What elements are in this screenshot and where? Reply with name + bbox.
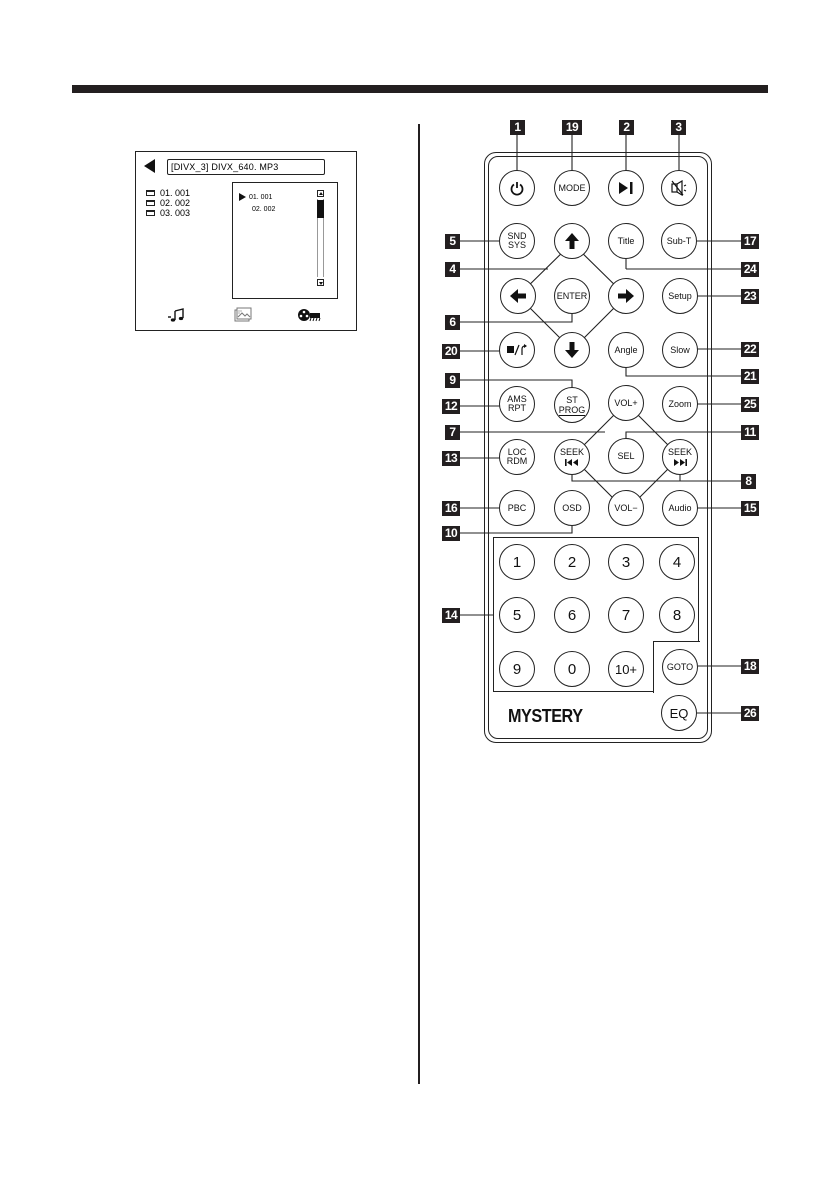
stop-return-button[interactable] — [499, 332, 535, 368]
st-prog-label: ST PROG — [558, 394, 586, 415]
vol-plus-button[interactable]: VOL+ — [608, 385, 644, 421]
callout-label: 6 — [445, 315, 460, 330]
callout-label: 17 — [741, 234, 759, 249]
digit-2-button[interactable]: 2 — [554, 544, 590, 580]
arrow-left-icon — [509, 288, 527, 304]
callout-label: 11 — [741, 425, 759, 440]
digit-1-button[interactable]: 1 — [499, 544, 535, 580]
callout-label: 25 — [741, 397, 759, 412]
callout-label: 22 — [741, 342, 759, 357]
left-button[interactable] — [500, 278, 536, 314]
angle-button[interactable]: Angle — [608, 332, 644, 368]
osd-path: [DIVX_3] DIVX_640. MP3 — [167, 159, 325, 175]
skip-forward-icon — [673, 459, 687, 466]
digit-5-button[interactable]: 5 — [499, 597, 535, 633]
list-item: 01. 001 — [239, 193, 272, 201]
seek-forward-button[interactable] — [662, 439, 698, 475]
callout-label: 24 — [741, 262, 759, 277]
callout-label: 18 — [741, 659, 759, 674]
list-item: 02. 002 — [252, 206, 276, 213]
up-button[interactable] — [554, 223, 590, 259]
digit-6-button[interactable]: 6 — [554, 597, 590, 633]
stop-return-icon — [506, 343, 528, 357]
brand-logo: MYSTERY — [508, 706, 583, 726]
sel-button[interactable]: SEL — [608, 438, 644, 474]
sub-t-button[interactable]: Sub-T — [661, 223, 697, 259]
skip-back-icon — [565, 459, 579, 466]
slow-button[interactable]: Slow — [662, 332, 698, 368]
callout-label: 10 — [442, 526, 460, 541]
osd-button[interactable]: OSD — [554, 490, 590, 526]
st-prog-button[interactable] — [554, 387, 590, 423]
audio-button[interactable]: Audio — [662, 490, 698, 526]
callout-label: 13 — [442, 451, 460, 466]
enter-button[interactable]: ENTER — [554, 278, 590, 314]
seek-back-label: SEEK — [559, 447, 584, 457]
pbc-button[interactable]: PBC — [499, 490, 535, 526]
zoom-button[interactable]: Zoom — [662, 386, 698, 422]
callout-label: 15 — [741, 501, 759, 516]
power-icon — [509, 180, 525, 196]
play-pause-button[interactable] — [608, 170, 644, 206]
digit-10-plus-button[interactable]: 10+ — [608, 651, 644, 687]
setup-button[interactable]: Setup — [662, 278, 698, 314]
mode-button[interactable]: MODE — [554, 170, 590, 206]
callout-label: 12 — [442, 399, 460, 414]
callout-label: 16 — [442, 501, 460, 516]
list-item: 01. 001 — [146, 188, 190, 198]
list-item: 02. 002 — [146, 198, 190, 208]
callout-label: 5 — [445, 234, 460, 249]
right-button[interactable] — [608, 278, 644, 314]
mute-button[interactable] — [661, 170, 697, 206]
play-pause-icon — [617, 181, 635, 195]
title-button[interactable]: Title — [608, 223, 644, 259]
digit-7-button[interactable]: 7 — [608, 597, 644, 633]
arrow-up-icon — [564, 232, 580, 250]
callout-label: 9 — [445, 373, 460, 388]
mute-icon — [670, 180, 688, 196]
arrow-down-icon — [564, 341, 580, 359]
callout-label: 1 — [510, 120, 525, 135]
power-button[interactable] — [499, 170, 535, 206]
callout-label: 4 — [445, 262, 460, 277]
digit-9-button[interactable]: 9 — [499, 651, 535, 687]
digit-3-button[interactable]: 3 — [608, 544, 644, 580]
callout-label: 2 — [619, 120, 634, 135]
callout-label: 21 — [741, 369, 759, 384]
loc-rdm-button[interactable]: LOC RDM — [499, 439, 535, 475]
digit-8-button[interactable]: 8 — [659, 597, 695, 633]
callout-label: 19 — [562, 120, 582, 135]
list-item: 03. 003 — [146, 208, 190, 218]
down-button[interactable] — [554, 332, 590, 368]
callout-label: 26 — [741, 706, 759, 721]
seek-back-button[interactable] — [554, 439, 590, 475]
callout-label: 7 — [445, 425, 460, 440]
callout-label: 8 — [741, 474, 756, 489]
callout-label: 23 — [741, 289, 759, 304]
digit-0-button[interactable]: 0 — [554, 651, 590, 687]
seek-forward-label: SEEK — [667, 447, 692, 457]
arrow-right-icon — [617, 288, 635, 304]
eq-button[interactable]: EQ — [661, 695, 697, 731]
callout-label: 14 — [442, 608, 460, 623]
ams-rpt-button[interactable]: AMS RPT — [499, 386, 535, 422]
vol-minus-button[interactable]: VOL− — [608, 490, 644, 526]
callout-label: 20 — [442, 344, 460, 359]
goto-button[interactable]: GOTO — [662, 649, 698, 685]
digit-4-button[interactable]: 4 — [659, 544, 695, 580]
snd-sys-button[interactable]: SND SYS — [499, 223, 535, 259]
callout-label: 3 — [671, 120, 686, 135]
